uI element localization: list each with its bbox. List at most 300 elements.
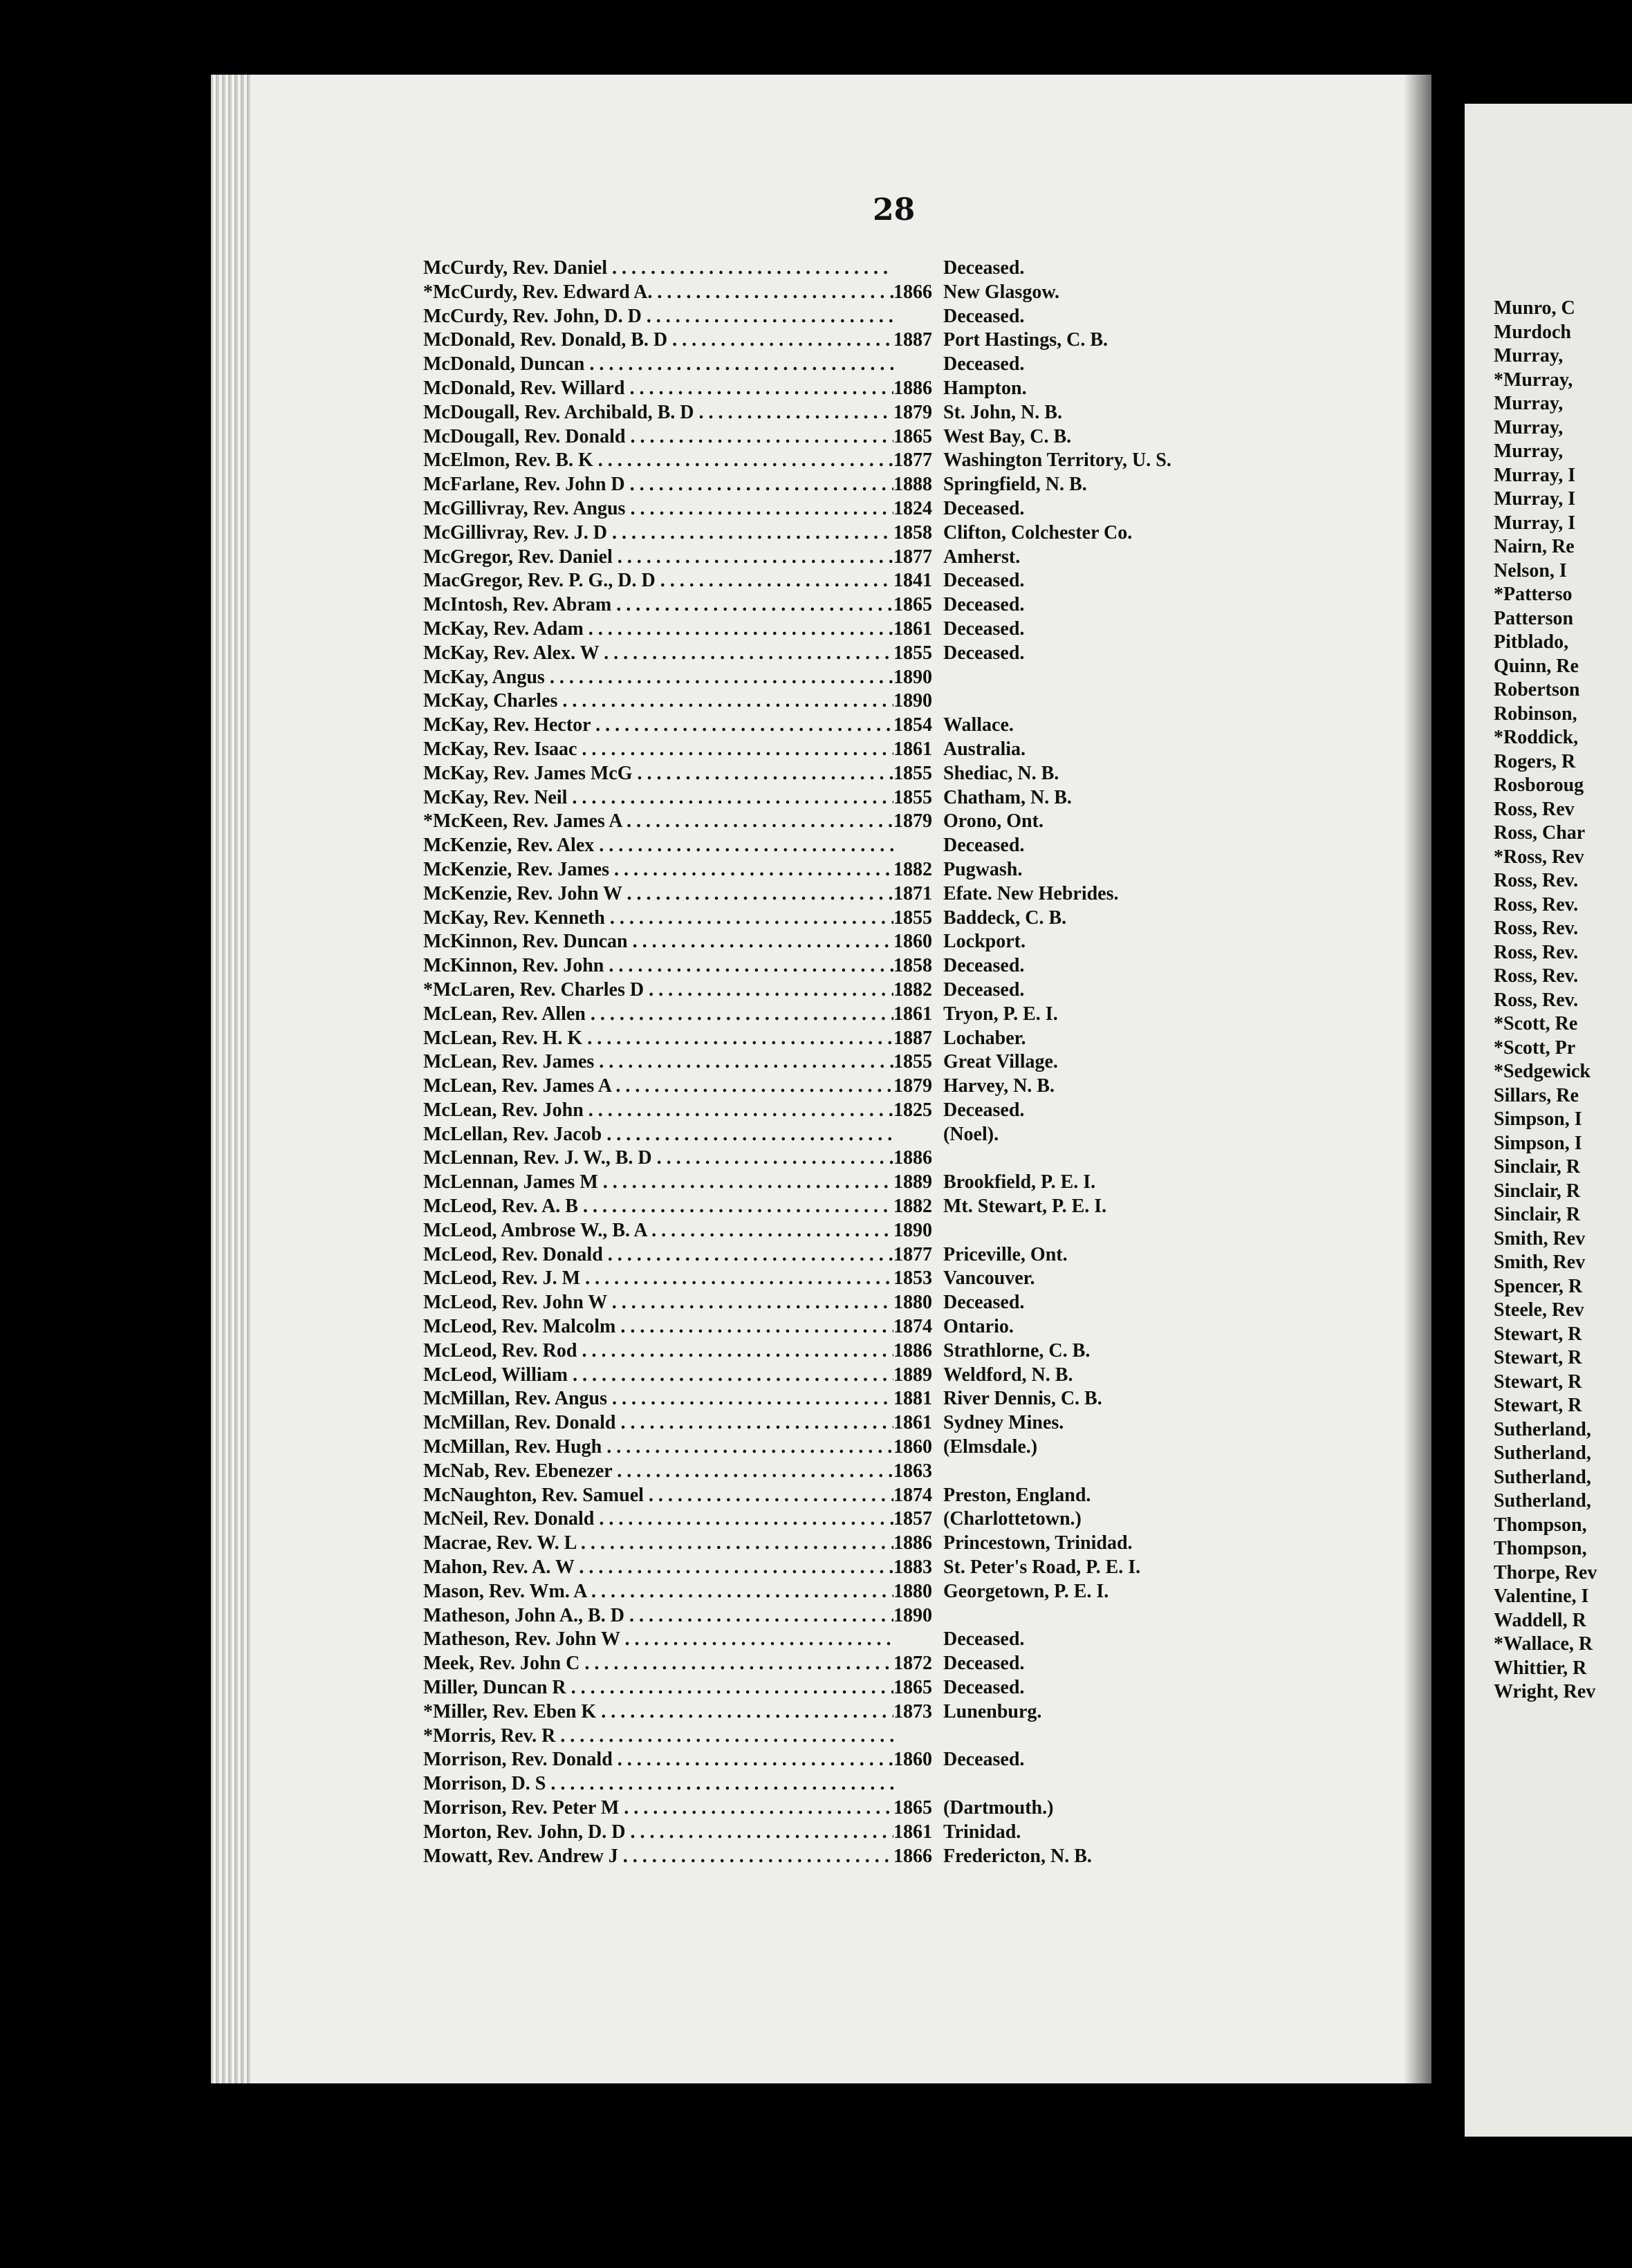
- entry-place: Shediac, N. B.: [943, 762, 1059, 784]
- facing-entry: Thompson,: [1494, 1514, 1587, 1536]
- facing-entry: Sutherland,: [1494, 1490, 1591, 1512]
- entry-name: McDougall, Rev. Donald . . .: [423, 426, 893, 448]
- facing-entry: Ross, Rev.: [1494, 918, 1579, 939]
- entry-place: New Glasgow.: [943, 281, 1059, 303]
- entry-year: 1888: [893, 474, 932, 496]
- entry-name: McKay, Charles . . .: [423, 690, 893, 712]
- entry-place: Harvey, N. B.: [943, 1075, 1055, 1097]
- entry-name: McMillan, Rev. Donald . . .: [423, 1412, 893, 1434]
- entry-year: 1825: [893, 1099, 932, 1121]
- entry-place: Deceased.: [943, 570, 1025, 592]
- entry-year: 1889: [893, 1171, 932, 1193]
- entry-name: MacGregor, Rev. P. G., D. D . . .: [423, 570, 893, 592]
- entry-row: [423, 570, 1405, 594]
- facing-entry: Rosboroug: [1494, 774, 1584, 796]
- entry-place: (Elmsdale.): [943, 1436, 1038, 1458]
- facing-entry: Munro, C: [1494, 297, 1575, 319]
- entry-name: *McCurdy, Rev. Edward A. . . .: [423, 281, 893, 304]
- entry-place: (Dartmouth.): [943, 1797, 1054, 1819]
- entry-row: [423, 1846, 1405, 1870]
- page-edge: [211, 75, 251, 2083]
- entry-name: McKenzie, Rev. James . . .: [423, 859, 893, 881]
- entry-place: (Charlottetown.): [943, 1508, 1082, 1530]
- entry-name: *Morris, Rev. R . . .: [423, 1725, 893, 1747]
- entry-year: 1881: [893, 1388, 932, 1410]
- entry-name: McKay, Rev. Kenneth . . .: [423, 907, 893, 929]
- entry-row: [423, 883, 1405, 907]
- entry-name: McNaughton, Rev. Samuel . . .: [423, 1485, 893, 1507]
- entry-row: [423, 1628, 1405, 1653]
- facing-entry: *Wallace, R: [1494, 1633, 1593, 1655]
- entry-name: *Miller, Rev. Eben K . . .: [423, 1701, 893, 1723]
- facing-entry: Ross, Rev.: [1494, 870, 1579, 891]
- entry-place: (Noel).: [943, 1123, 999, 1145]
- entry-name: McLennan, James M . . .: [423, 1171, 893, 1193]
- entry-year: 1853: [893, 1267, 932, 1290]
- facing-entry: Stewart, R: [1494, 1370, 1582, 1393]
- facing-entry: Murray, I: [1494, 464, 1576, 486]
- entry-place: Deceased.: [943, 353, 1025, 375]
- entry-place: Deceased.: [943, 642, 1025, 664]
- entry-place: Lockport.: [943, 931, 1026, 953]
- entry-row: [423, 1485, 1405, 1509]
- entry-name: McLeod, Ambrose W., B. A . . .: [423, 1220, 893, 1242]
- entry-place: Clifton, Colchester Co.: [943, 521, 1133, 543]
- entry-year: 1841: [893, 570, 932, 592]
- entry-name: McKay, Rev. Adam . . .: [423, 618, 893, 640]
- entry-year: 1858: [893, 521, 932, 543]
- entry-name: McLeod, Rev. Donald . . .: [423, 1244, 893, 1266]
- entry-row: [423, 1581, 1405, 1605]
- entry-name: McLean, Rev. James . . .: [423, 1051, 893, 1073]
- facing-entry: Smith, Rev: [1494, 1252, 1586, 1273]
- entry-row: [423, 1099, 1405, 1124]
- entry-name: McKay, Rev. Isaac . . .: [423, 738, 893, 761]
- entry-row: [423, 618, 1405, 642]
- entry-year: 1871: [893, 882, 932, 904]
- entry-name: Meek, Rev. John C . . .: [423, 1653, 893, 1675]
- entry-place: St. John, N. B.: [943, 401, 1062, 423]
- entry-name: Morton, Rev. John, D. D . . .: [423, 1821, 893, 1843]
- entry-name: Matheson, John A., B. D . . .: [423, 1605, 893, 1627]
- entry-name: McLeod, Rev. J. M . . .: [423, 1267, 893, 1290]
- entry-year: 1860: [893, 1749, 932, 1771]
- facing-entry: Ross, Rev.: [1494, 893, 1579, 915]
- entry-row: [423, 474, 1405, 498]
- entry-row: [423, 1051, 1405, 1075]
- entry-row: [423, 1556, 1405, 1581]
- entry-name: Morrison, Rev. Donald . . .: [423, 1749, 893, 1771]
- facing-entry: Quinn, Re: [1494, 655, 1579, 677]
- entry-place: Preston, England.: [943, 1484, 1091, 1506]
- entry-name: McDonald, Rev. Willard . . .: [423, 378, 893, 400]
- entry-place: Weldford, N. B.: [943, 1364, 1073, 1386]
- entry-row: [423, 690, 1405, 714]
- entry-row: [423, 546, 1405, 570]
- facing-entry: Ross, Char: [1494, 822, 1586, 844]
- entry-row: [423, 498, 1405, 522]
- entry-row: [423, 907, 1405, 931]
- entry-place: Washington Territory, U. S.: [943, 449, 1171, 472]
- entry-place: Strathlorne, C. B.: [943, 1339, 1091, 1361]
- entry-name: Mahon, Rev. A. W . . .: [423, 1556, 893, 1579]
- entry-year: 1861: [893, 617, 932, 640]
- entry-row: [423, 1244, 1405, 1268]
- entry-place: Chatham, N. B.: [943, 786, 1072, 808]
- entry-name: McLeod, Rev. John W . . .: [423, 1292, 893, 1314]
- entry-place: Deceased.: [943, 617, 1025, 640]
- entry-row: [423, 1003, 1405, 1028]
- entry-name: McLean, Rev. H. K . . .: [423, 1028, 893, 1050]
- entry-name: McGillivray, Rev. Angus . . .: [423, 498, 893, 520]
- entry-year: 1877: [893, 1243, 932, 1265]
- facing-entry: *Scott, Re: [1494, 1013, 1578, 1034]
- entry-year: 1865: [893, 1677, 932, 1699]
- entry-year: 1865: [893, 594, 932, 616]
- facing-entry: *Roddick,: [1494, 727, 1579, 748]
- entry-year: 1855: [893, 762, 932, 784]
- facing-entry: Robinson,: [1494, 703, 1577, 725]
- entry-place: Georgetown, P. E. I.: [943, 1580, 1109, 1602]
- entry-place: Sydney Mines.: [943, 1412, 1064, 1434]
- entry-name: McLean, Rev. Allen . . .: [423, 1003, 893, 1025]
- entry-year: 1857: [893, 1508, 932, 1530]
- facing-entry: Stewart, R: [1494, 1323, 1582, 1345]
- entry-year: 1865: [893, 1797, 932, 1819]
- facing-entry: Patterson: [1494, 607, 1574, 629]
- facing-entry: Wright, Rev: [1494, 1681, 1596, 1702]
- entry-place: Vancouver.: [943, 1267, 1035, 1290]
- entry-row: [423, 1532, 1405, 1556]
- entry-name: McIntosh, Rev. Abram . . .: [423, 594, 893, 616]
- entry-place: Pugwash.: [943, 858, 1023, 880]
- entry-year: 1861: [893, 1821, 932, 1843]
- entry-year: 1874: [893, 1316, 932, 1338]
- entry-row: [423, 859, 1405, 883]
- entry-place: Deceased.: [943, 1677, 1025, 1699]
- entry-year: 1866: [893, 281, 932, 303]
- facing-entry: Thompson,: [1494, 1538, 1587, 1559]
- entry-name: McNeil, Rev. Donald . . .: [423, 1508, 893, 1530]
- entry-name: McLeod, Rev. Malcolm . . .: [423, 1316, 893, 1338]
- entry-place: Lochaber.: [943, 1027, 1026, 1049]
- entry-name: McMillan, Rev. Hugh . . .: [423, 1436, 893, 1458]
- facing-entry: Murray,: [1494, 345, 1564, 366]
- page-number: 28: [873, 192, 916, 227]
- facing-entry: Stewart, R: [1494, 1347, 1582, 1368]
- entry-place: Deceased.: [943, 1628, 1025, 1651]
- entry-year: 1865: [893, 425, 932, 447]
- entry-name: McMillan, Rev. Angus . . .: [423, 1388, 893, 1410]
- entry-row: [423, 402, 1405, 426]
- entry-row: [423, 1508, 1405, 1532]
- entry-place: Tryon, P. E. I.: [943, 1003, 1058, 1025]
- entry-row: [423, 594, 1405, 618]
- facing-entry: Simpson, I: [1494, 1108, 1582, 1130]
- facing-entry: Smith, Rev: [1494, 1227, 1586, 1249]
- entry-place: Deceased.: [943, 1292, 1025, 1314]
- entry-place: Baddeck, C. B.: [943, 907, 1067, 929]
- facing-entry: Ross, Rev.: [1494, 989, 1579, 1011]
- facing-entry: Ross, Rev.: [1494, 941, 1579, 963]
- entry-row: [423, 1147, 1405, 1171]
- entry-name: McLeod, Rev. Rod . . .: [423, 1340, 893, 1362]
- facing-page-list: [1494, 297, 1632, 1705]
- entry-row: [423, 642, 1405, 667]
- facing-entry: Murray,: [1494, 440, 1564, 462]
- entry-name: McKinnon, Rev. John . . .: [423, 955, 893, 977]
- facing-entry: Sinclair, R: [1494, 1204, 1580, 1225]
- entry-row: [423, 1316, 1405, 1340]
- entry-row: [423, 835, 1405, 859]
- entry-year: 1874: [893, 1484, 932, 1506]
- entry-year: 1882: [893, 858, 932, 880]
- facing-entry: Valentine, I: [1494, 1586, 1589, 1607]
- entry-place: Deceased.: [943, 594, 1025, 616]
- entry-year: 1886: [893, 1339, 932, 1361]
- entry-year: 1855: [893, 1051, 932, 1073]
- entry-year: 1858: [893, 955, 932, 977]
- facing-entry: *Ross, Rev: [1494, 846, 1584, 868]
- entry-name: McLeod, Rev. A. B . . .: [423, 1196, 893, 1218]
- entry-row: [423, 522, 1405, 546]
- entry-name: McKinnon, Rev. Duncan . . .: [423, 931, 893, 953]
- entry-place: Springfield, N. B.: [943, 474, 1087, 496]
- facing-entry: *Murray,: [1494, 369, 1573, 391]
- entry-name: McLeod, William . . .: [423, 1364, 893, 1386]
- entry-name: McNab, Rev. Ebenezer . . .: [423, 1460, 893, 1482]
- facing-entry: Whittier, R: [1494, 1657, 1587, 1679]
- facing-entry: Murray,: [1494, 416, 1564, 438]
- entry-row: [423, 1220, 1405, 1244]
- facing-entry: Robertson: [1494, 679, 1580, 700]
- entry-row: [423, 306, 1405, 330]
- entry-name: *McLaren, Rev. Charles D . . .: [423, 979, 893, 1001]
- entry-place: Deceased.: [943, 257, 1025, 279]
- entry-row: [423, 1364, 1405, 1388]
- entry-row: [423, 1196, 1405, 1220]
- entry-year: 1887: [893, 1027, 932, 1049]
- entry-year: 1860: [893, 1436, 932, 1458]
- entry-place: Efate. New Hebrides.: [943, 882, 1119, 904]
- entry-name: Morrison, D. S . . .: [423, 1773, 893, 1795]
- entry-year: 1879: [893, 401, 932, 423]
- facing-entry: Nelson, I: [1494, 559, 1567, 582]
- entry-name: McLennan, Rev. J. W., B. D . . .: [423, 1147, 893, 1169]
- entry-year: 1890: [893, 1604, 932, 1626]
- entry-row: [423, 281, 1405, 306]
- entry-year: 1855: [893, 642, 932, 664]
- facing-entry: Sillars, Re: [1494, 1084, 1579, 1106]
- entry-row: [423, 763, 1405, 787]
- entry-name: McKenzie, Rev. Alex . . .: [423, 835, 893, 857]
- facing-entry: Murdoch: [1494, 321, 1571, 343]
- entry-year: 1880: [893, 1580, 932, 1602]
- entry-row: [423, 353, 1405, 378]
- entry-row: [423, 810, 1405, 835]
- facing-entry: *Patterso: [1494, 584, 1573, 605]
- entry-row: [423, 1124, 1405, 1148]
- entry-year: 1886: [893, 1147, 932, 1169]
- entry-place: Trinidad.: [943, 1821, 1021, 1843]
- entry-year: 1883: [893, 1556, 932, 1579]
- entry-place: Deceased.: [943, 978, 1025, 1001]
- entry-year: 1877: [893, 546, 932, 568]
- entry-year: 1861: [893, 1412, 932, 1434]
- entry-place: Deceased.: [943, 835, 1025, 857]
- entry-name: McGillivray, Rev. J. D . . .: [423, 522, 893, 544]
- facing-entry: Murray, I: [1494, 488, 1576, 510]
- entry-row: [423, 979, 1405, 1003]
- entry-row: [423, 449, 1405, 474]
- entry-row: [423, 1171, 1405, 1196]
- entry-place: St. Peter's Road, P. E. I.: [943, 1556, 1141, 1579]
- register-list: [423, 257, 1405, 1869]
- entry-place: Deceased.: [943, 955, 1025, 977]
- entry-name: McKenzie, Rev. John W . . .: [423, 883, 893, 905]
- entry-name: McDougall, Rev. Archibald, B. D . . .: [423, 402, 893, 424]
- entry-place: Brookfield, P. E. I.: [943, 1171, 1096, 1193]
- entry-place: River Dennis, C. B.: [943, 1388, 1102, 1410]
- entry-year: 1872: [893, 1653, 932, 1675]
- entry-row: [423, 378, 1405, 402]
- entry-year: 1879: [893, 810, 932, 833]
- entry-name: McKay, Rev. Hector . . .: [423, 714, 893, 736]
- entry-name: Morrison, Rev. Peter M . . .: [423, 1797, 893, 1819]
- entry-row: [423, 1605, 1405, 1629]
- entry-name: McGregor, Rev. Daniel . . .: [423, 546, 893, 568]
- entry-row: [423, 1797, 1405, 1821]
- facing-entry: Ross, Rev: [1494, 798, 1575, 820]
- entry-place: Deceased.: [943, 497, 1025, 519]
- entry-year: 1873: [893, 1700, 932, 1722]
- entry-row: [423, 1412, 1405, 1436]
- entry-row: [423, 1292, 1405, 1316]
- facing-entry: Pitblado,: [1494, 631, 1569, 653]
- entry-place: Princestown, Trinidad.: [943, 1532, 1133, 1554]
- entry-row: [423, 257, 1405, 281]
- entry-row: [423, 1075, 1405, 1099]
- facing-entry: Spencer, R: [1494, 1275, 1583, 1297]
- entry-place: Hampton.: [943, 377, 1027, 399]
- entry-year: 1890: [893, 690, 932, 712]
- entry-year: 1860: [893, 931, 932, 953]
- entry-place: Orono, Ont.: [943, 810, 1044, 833]
- entry-row: [423, 1653, 1405, 1677]
- entry-name: Matheson, Rev. John W . . .: [423, 1628, 893, 1651]
- entry-row: [423, 1267, 1405, 1292]
- entry-place: Amherst.: [943, 546, 1021, 568]
- gutter-shadow: [1404, 75, 1431, 2083]
- entry-name: McKay, Rev. Alex. W . . .: [423, 642, 893, 664]
- entry-row: [423, 1436, 1405, 1460]
- facing-entry: Rogers, R: [1494, 750, 1576, 772]
- facing-entry: *Sedgewick: [1494, 1061, 1591, 1082]
- entry-place: Australia.: [943, 738, 1026, 760]
- entry-place: Wallace.: [943, 714, 1014, 736]
- entry-place: Deceased.: [943, 1749, 1025, 1771]
- facing-entry: Sutherland,: [1494, 1466, 1591, 1488]
- entry-name: McLean, Rev. John . . .: [423, 1099, 893, 1122]
- entry-name: McDonald, Duncan . . .: [423, 353, 893, 375]
- entry-year: 1890: [893, 666, 932, 688]
- entry-year: 1877: [893, 449, 932, 472]
- entry-name: McLellan, Rev. Jacob . . .: [423, 1124, 893, 1146]
- entry-row: [423, 714, 1405, 738]
- entry-place: Deceased.: [943, 1099, 1025, 1121]
- entry-place: Mt. Stewart, P. E. I.: [943, 1196, 1107, 1218]
- entry-row: [423, 1340, 1405, 1364]
- entry-row: [423, 931, 1405, 955]
- entry-year: 1854: [893, 714, 932, 736]
- entry-place: Deceased.: [943, 1653, 1025, 1675]
- entry-name: Mowatt, Rev. Andrew J . . .: [423, 1846, 893, 1868]
- entry-year: 1863: [893, 1460, 932, 1482]
- entry-name: Miller, Duncan R . . .: [423, 1677, 893, 1699]
- entry-row: [423, 1028, 1405, 1052]
- entry-place: Lunenburg.: [943, 1700, 1042, 1722]
- entry-row: [423, 1725, 1405, 1749]
- entry-place: Deceased.: [943, 305, 1025, 327]
- entry-year: 1882: [893, 1196, 932, 1218]
- entry-year: 1886: [893, 377, 932, 399]
- entry-row: [423, 1701, 1405, 1725]
- entry-name: Mason, Rev. Wm. A . . .: [423, 1581, 893, 1603]
- entry-year: 1855: [893, 786, 932, 808]
- facing-entry: Nairn, Re: [1494, 536, 1575, 557]
- entry-name: McKay, Rev. James McG . . .: [423, 763, 893, 785]
- facing-entry: Waddell, R: [1494, 1609, 1586, 1631]
- facing-entry: Sutherland,: [1494, 1442, 1591, 1464]
- entry-year: 1824: [893, 497, 932, 519]
- entry-name: McFarlane, Rev. John D . . .: [423, 474, 893, 496]
- entry-name: McKay, Angus . . .: [423, 667, 893, 689]
- entry-row: [423, 955, 1405, 979]
- entry-name: McDonald, Rev. Donald, B. D . . .: [423, 329, 893, 351]
- entry-row: [423, 738, 1405, 763]
- entry-row: [423, 1821, 1405, 1846]
- entry-row: [423, 1677, 1405, 1701]
- entry-row: [423, 787, 1405, 811]
- entry-year: 1889: [893, 1364, 932, 1386]
- entry-row: [423, 1773, 1405, 1797]
- facing-entry: Murray,: [1494, 393, 1564, 414]
- entry-year: 1886: [893, 1532, 932, 1554]
- entry-place: Priceville, Ont.: [943, 1243, 1068, 1265]
- entry-place: Fredericton, N. B.: [943, 1845, 1092, 1867]
- facing-entry: Simpson, I: [1494, 1132, 1582, 1154]
- entry-name: McKay, Rev. Neil . . .: [423, 787, 893, 809]
- facing-entry: Sinclair, R: [1494, 1180, 1580, 1202]
- entry-place: Port Hastings, C. B.: [943, 329, 1108, 351]
- entry-year: 1887: [893, 329, 932, 351]
- entry-row: [423, 426, 1405, 450]
- entry-year: 1866: [893, 1845, 932, 1867]
- entry-year: 1879: [893, 1075, 932, 1097]
- entry-place: Great Village.: [943, 1051, 1058, 1073]
- facing-entry: Murray, I: [1494, 512, 1576, 534]
- entry-name: McLean, Rev. James A . . .: [423, 1075, 893, 1097]
- facing-entry: Sinclair, R: [1494, 1156, 1580, 1178]
- entry-name: *McKeen, Rev. James A . . .: [423, 810, 893, 833]
- entry-year: 1861: [893, 1003, 932, 1025]
- entry-place: West Bay, C. B.: [943, 425, 1072, 447]
- facing-entry: Ross, Rev.: [1494, 965, 1579, 987]
- facing-entry: Sutherland,: [1494, 1418, 1591, 1440]
- entry-row: [423, 329, 1405, 353]
- entry-year: 1882: [893, 978, 932, 1001]
- entry-year: 1880: [893, 1292, 932, 1314]
